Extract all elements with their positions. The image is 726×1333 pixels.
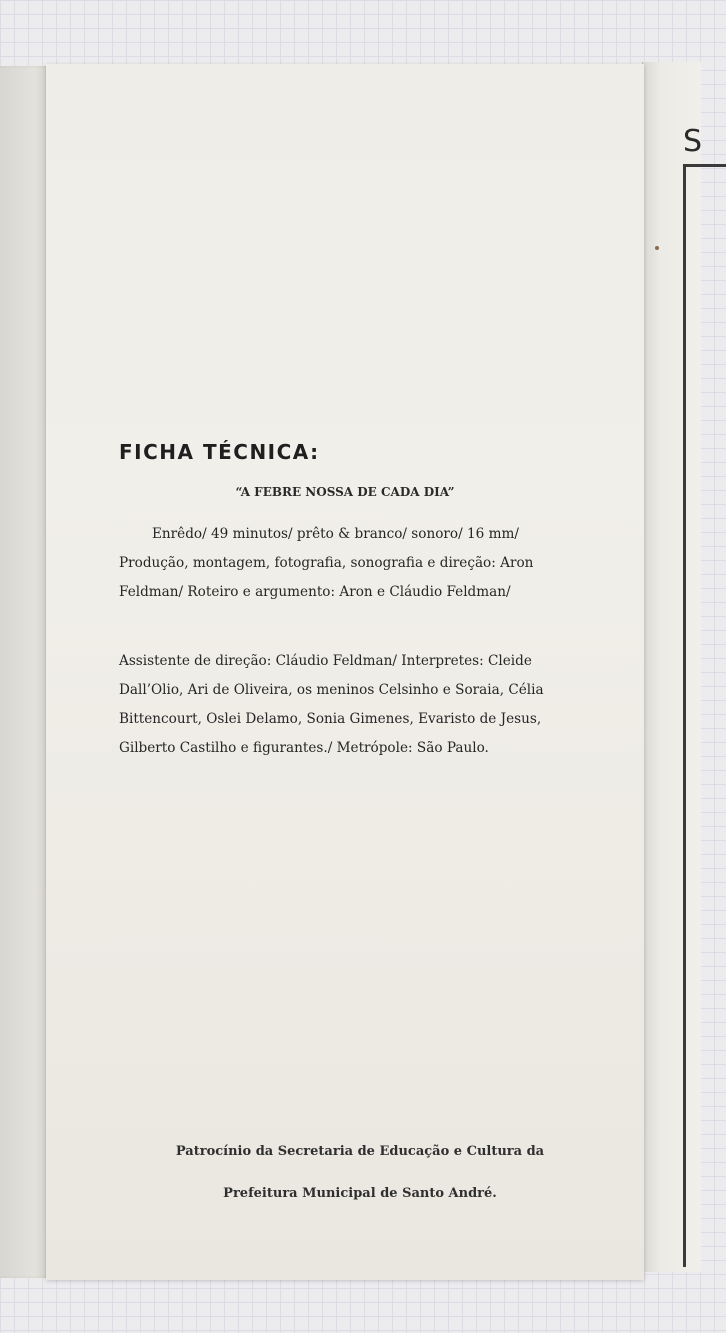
paper-speck xyxy=(655,246,659,250)
right-page-initial: S xyxy=(683,124,703,159)
ficha-heading: FICHA TÉCNICA: xyxy=(119,440,320,464)
right-page-edge xyxy=(642,62,701,1272)
right-page-frame xyxy=(683,164,726,1267)
credits-paragraph-1: Enrêdo/ 49 minutos/ prêto & branco/ sonoro/ 16 mm/ Produção, montagem, fotografia, sonografia e direção: Aron Feldman/ Roteiro e argumento: Aron e Cláudio Feldman/ xyxy=(119,526,534,600)
left-page-edge xyxy=(0,66,50,1278)
sponsor-line-1: Patrocínio da Secretaria de Educação e Cultura da xyxy=(175,1144,545,1159)
sponsor-line-2: Prefeitura Municipal de Santo André. xyxy=(223,1186,497,1201)
credits-paragraph-2: Assistente de direção: Cláudio Feldman/ Interpretes: Cleide Dall’Olio, Ari de Oliveira, os meninos Celsinho e Soraia, Célia Bittencourt, Oslei Delamo, Sonia Gimenes, Evaristo de Jesus, Gilberto Castilho e figurantes./ Metrópole: São Paulo. xyxy=(119,653,544,756)
film-title: “A FEBRE NOSSA DE CADA DIA” xyxy=(235,485,455,499)
